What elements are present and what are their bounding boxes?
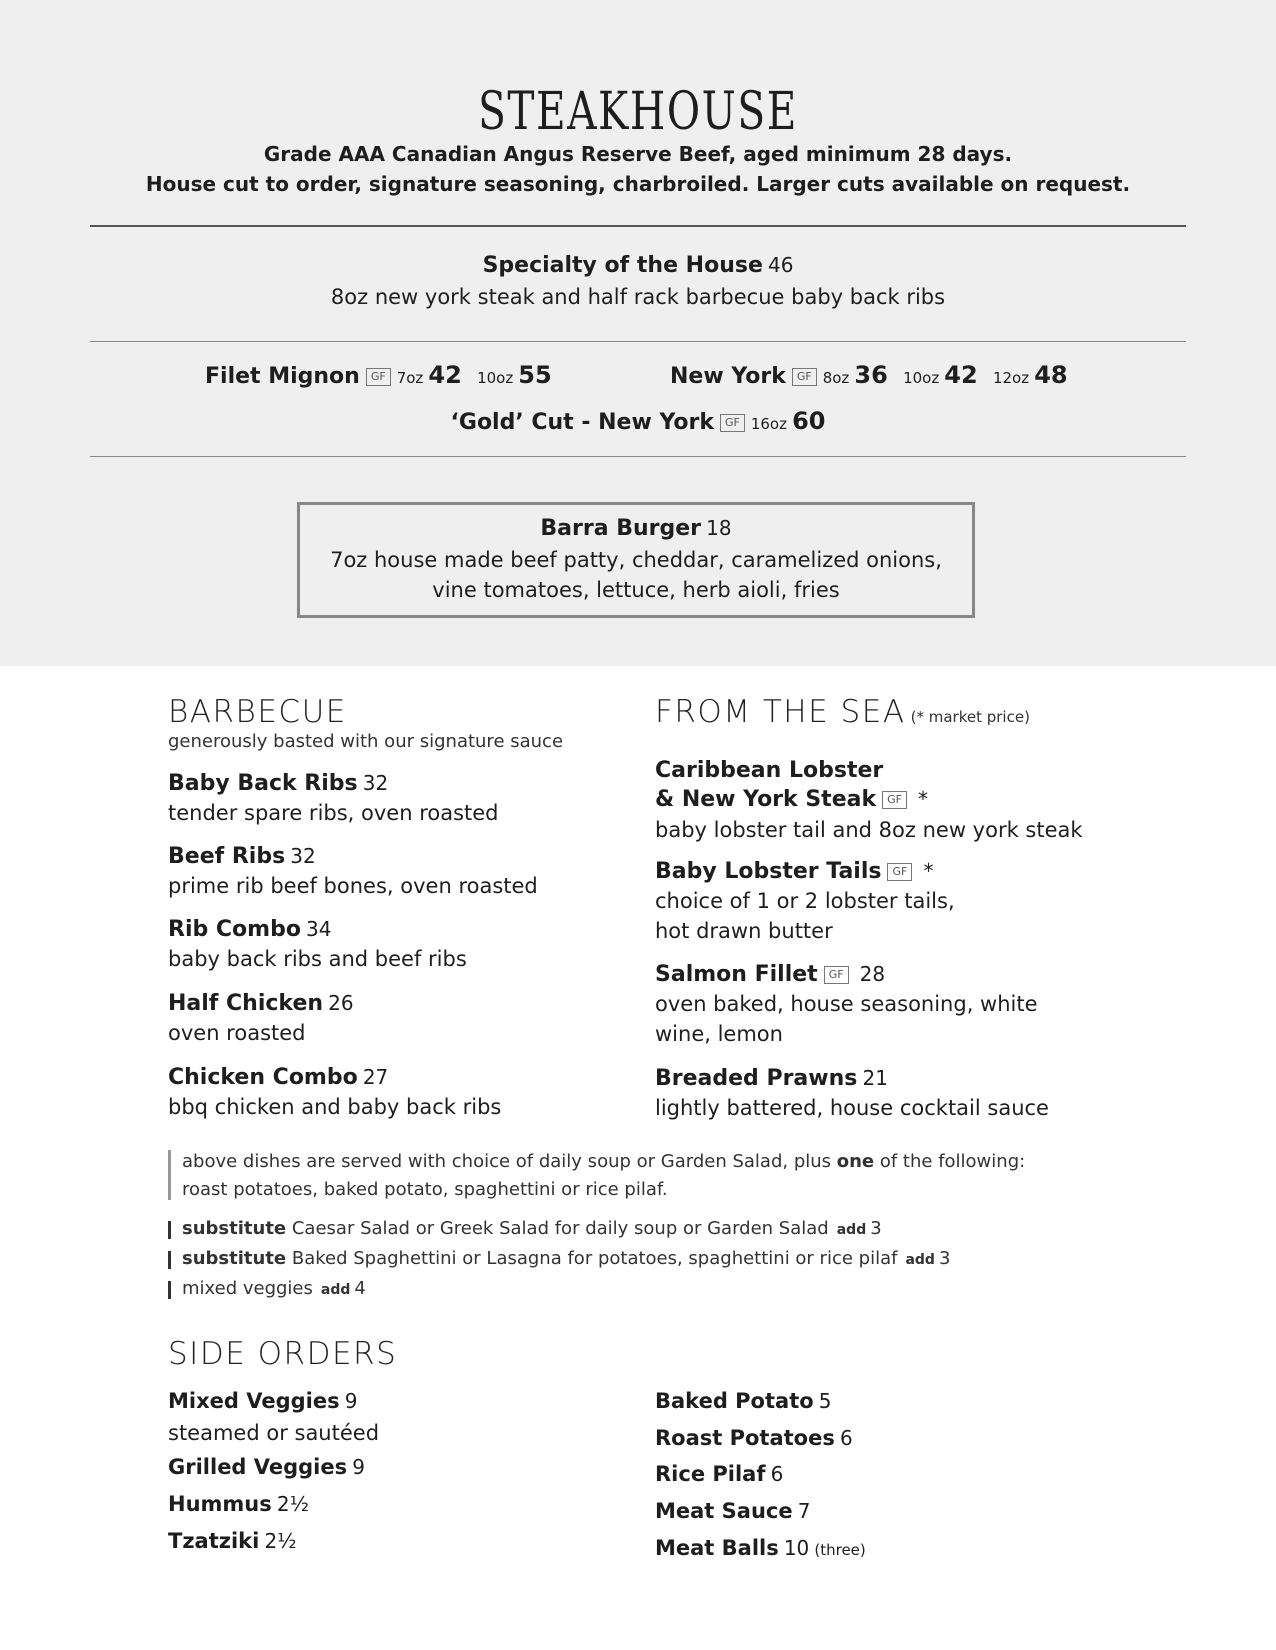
item-price: 10: [783, 1536, 810, 1560]
item-desc: wine, lemon: [655, 1022, 783, 1046]
item-price: 28: [859, 962, 886, 986]
divider: [90, 225, 1186, 227]
note-label: substitute: [182, 1248, 287, 1269]
substitute-note: [168, 1215, 882, 1244]
item-name: Half Chicken: [168, 991, 324, 1016]
item-desc: prime rib beef bones, oven roasted: [168, 874, 538, 898]
item-desc: choice of 1 or 2 lobster tails,: [655, 889, 955, 913]
burger-box: [297, 502, 975, 618]
item-price: 9: [344, 1389, 358, 1413]
note-text: above dishes are served with choice of daily soup or Garden Salad, plus: [182, 1151, 837, 1172]
menu-item: [168, 1064, 501, 1122]
page-title: STEAKHOUSE: [478, 82, 798, 142]
item-name: Baby Lobster Tails: [655, 859, 882, 884]
cut-size: 8oz: [822, 369, 850, 387]
item-price: 27: [362, 1065, 389, 1089]
item-price: 34: [306, 917, 332, 941]
item-price: 7: [797, 1499, 811, 1523]
item-name: Meat Sauce: [655, 1499, 793, 1523]
note-text: mixed veggies: [182, 1278, 313, 1299]
item-price: 32: [362, 771, 389, 795]
item-name: Caribbean Lobster: [655, 758, 884, 783]
cut-size: 7oz: [396, 369, 424, 387]
item-name: & New York Steak: [655, 787, 877, 812]
cut-price: 55: [518, 361, 552, 389]
menu-item: [168, 770, 499, 828]
item-desc: baby back ribs and beef ribs: [168, 947, 467, 971]
divider: [90, 456, 1186, 457]
menu-item: [655, 757, 1083, 845]
note-label: substitute: [182, 1218, 287, 1239]
note-text: one: [836, 1151, 875, 1172]
gf-badge: GF: [887, 863, 912, 881]
note-text: Baked Spaghettini or Lasagna for potatoes, spaghettini or rice pilaf: [286, 1248, 898, 1269]
side-item: [655, 1459, 783, 1491]
item-price: 32: [290, 844, 316, 868]
item-name: Baby Back Ribs: [168, 771, 358, 796]
cut-size: 10oz: [903, 369, 940, 387]
note-text: of the following:: [874, 1151, 1026, 1172]
side-item: [655, 1496, 810, 1528]
cut-price: 42: [428, 361, 462, 389]
item-price: *: [918, 787, 929, 811]
specialty-desc: 8oz new york steak and half rack barbecue baby back ribs: [330, 285, 946, 309]
add-price: 3: [938, 1248, 951, 1269]
note-bar: [168, 1251, 171, 1269]
cut-gold: [0, 404, 1276, 441]
burger-name: Barra Burger: [540, 516, 702, 541]
divider: [90, 341, 1186, 342]
sea-section: [655, 694, 1030, 730]
item-name: Breaded Prawns: [655, 1066, 858, 1091]
item-name: Salmon Fillet: [655, 962, 818, 987]
item-note: (three): [814, 1541, 866, 1559]
menu-item: [655, 858, 955, 946]
cut-price: 60: [792, 407, 826, 435]
item-desc: tender spare ribs, oven roasted: [168, 801, 499, 825]
specialty-heading: [0, 250, 1276, 282]
add-price: 3: [870, 1218, 882, 1239]
gf-badge: GF: [824, 966, 849, 984]
item-price: 6: [839, 1426, 853, 1450]
item-desc: lightly battered, house cocktail sauce: [655, 1096, 1049, 1120]
side-item: [168, 1489, 309, 1521]
gf-badge: GF: [882, 791, 907, 809]
cut-price: 42: [944, 361, 978, 389]
cut-price: 48: [1034, 361, 1068, 389]
section-heading: SIDE ORDERS: [168, 1336, 398, 1372]
cut-size: 12oz: [992, 369, 1030, 387]
cut-name: ‘Gold’ Cut - New York: [450, 410, 714, 435]
note-bar: [168, 1281, 171, 1299]
item-price: 2½: [264, 1529, 297, 1553]
item-name: Tzatziki: [168, 1529, 260, 1553]
section-heading: BARBECUE: [168, 694, 347, 730]
item-name: Baked Potato: [655, 1389, 814, 1413]
menu-item: [168, 843, 538, 901]
cut-filet: [205, 358, 552, 395]
add-label: add: [320, 1282, 351, 1298]
item-name: Chicken Combo: [168, 1065, 358, 1090]
add-label: add: [836, 1222, 867, 1238]
note-text: Caesar Salad or Greek Salad for daily soup or Garden Salad: [286, 1218, 829, 1239]
item-desc: oven baked, house seasoning, white: [655, 992, 1038, 1016]
specialty-name: Specialty of the House: [482, 253, 763, 278]
item-desc: bbq chicken and baby back ribs: [168, 1095, 502, 1119]
cut-size: 16oz: [750, 415, 787, 433]
item-name: Grilled Veggies: [168, 1455, 348, 1479]
item-name: Hummus: [168, 1492, 272, 1516]
substitute-note: [168, 1245, 950, 1274]
item-desc: baby lobster tail and 8oz new york steak: [655, 818, 1083, 842]
cut-name: New York: [670, 364, 786, 389]
item-name: Meat Balls: [655, 1536, 779, 1560]
gf-badge: GF: [366, 368, 391, 386]
side-item: [655, 1423, 853, 1455]
menu-item: [168, 916, 467, 974]
header-line-1: Grade AAA Canadian Angus Reserve Beef, aged minimum 28 days.: [263, 142, 1013, 166]
item-desc: hot drawn butter: [655, 919, 833, 943]
section-heading: FROM THE SEA: [655, 694, 906, 730]
menu-item: [655, 1065, 1049, 1123]
item-name: Roast Potatoes: [655, 1426, 835, 1450]
add-price: 4: [354, 1278, 366, 1299]
item-name: Rib Combo: [168, 917, 301, 942]
side-item: [655, 1533, 866, 1565]
side-item: [168, 1386, 379, 1448]
burger-desc-1: 7oz house made beef patty, cheddar, caramelized onions,: [330, 548, 942, 572]
barbecue-section: [168, 694, 563, 754]
served-note-2: roast potatoes, baked potato, spaghettini or rice pilaf.: [182, 1179, 668, 1200]
menu-item: [168, 990, 354, 1048]
item-price: 5: [818, 1389, 832, 1413]
item-desc: steamed or sautéed: [168, 1421, 380, 1445]
item-name: Rice Pilaf: [655, 1462, 766, 1486]
burger-desc-2: vine tomatoes, lettuce, herb aioli, fries: [432, 578, 840, 602]
burger-price: 18: [706, 516, 732, 540]
cut-name: Filet Mignon: [205, 364, 360, 389]
item-name: Mixed Veggies: [168, 1389, 340, 1413]
gf-badge: GF: [792, 368, 817, 386]
item-price: 6: [770, 1462, 784, 1486]
item-price: 26: [328, 991, 354, 1015]
item-desc: oven roasted: [168, 1021, 306, 1045]
side-item: [168, 1452, 365, 1484]
menu-item: [655, 961, 1038, 1049]
side-item: [168, 1526, 297, 1558]
item-price: 21: [862, 1066, 888, 1090]
header-line-2: House cut to order, signature seasoning, charbroiled. Larger cuts available on request.: [145, 172, 1131, 196]
section-note: (* market price): [910, 708, 1030, 726]
cut-newyork: [670, 358, 1068, 395]
item-price: 9: [352, 1455, 365, 1479]
item-name: Beef Ribs: [168, 844, 286, 869]
cut-price: 36: [854, 361, 888, 389]
cut-size: 10oz: [477, 369, 514, 387]
note-bar: [168, 1221, 171, 1239]
side-item: [655, 1386, 832, 1418]
add-label: add: [905, 1252, 935, 1268]
item-price: 2½: [276, 1492, 309, 1516]
served-note: [168, 1148, 1025, 1176]
section-note: generously basted with our signature sauce: [168, 731, 564, 752]
item-price: *: [923, 859, 934, 883]
addon-note: [168, 1275, 366, 1304]
specialty-price: 46: [767, 253, 794, 277]
gf-badge: GF: [720, 414, 745, 432]
